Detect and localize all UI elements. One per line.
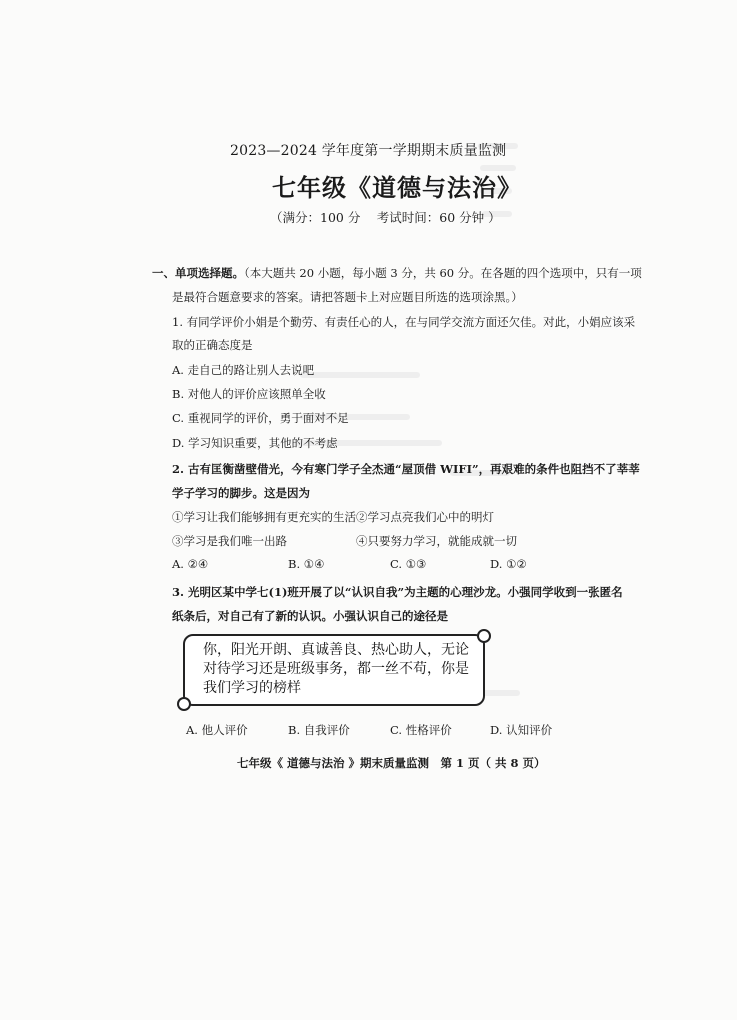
question-1-stem-cont: 取的正确态度是 <box>172 338 253 352</box>
question-3-option-b: B. 自我评价 <box>288 723 350 737</box>
question-2-statements-row-1 <box>172 509 552 525</box>
question-3-stem-cont: 纸条后，对自己有了新的认识。小强认识自己的途径是 <box>172 609 448 623</box>
question-3-option-a: A. 他人评价 <box>186 723 248 737</box>
question-2-statement-2: ②学习点亮我们心中的明灯 <box>356 510 494 524</box>
question-2-option-a: A. ②④ <box>172 557 209 571</box>
question-2-statement-4: ④只要努力学习，就能成就一切 <box>356 534 517 548</box>
question-1-option-d: D. 学习知识重要，其他的不考虑 <box>172 436 338 450</box>
bleed-through-mark <box>300 372 420 378</box>
question-2-option-b: B. ①④ <box>288 557 325 571</box>
question-2-statement-1: ①学习让我们能够拥有更充实的生活 <box>172 510 356 524</box>
question-2-options-row <box>172 557 552 573</box>
question-2-statement-3: ③学习是我们唯一出路 <box>172 534 287 548</box>
question-1-option-b: B. 对他人的评价应该照单全收 <box>172 387 326 401</box>
exam-title: 七年级《道德与法治》 <box>272 173 522 202</box>
section-instructions-2: 是最符合题意要求的答案。请把答题卡上对应题目所选的选项涂黑。） <box>172 290 523 304</box>
question-3-stem: 3. 光明区某中学七(1)班开展了以“认识自我”为主题的心理沙龙。小强同学收到一张匿名 <box>172 585 623 599</box>
scroll-curl-top-icon <box>477 629 491 643</box>
question-3-option-d: D. 认知评价 <box>490 723 553 737</box>
question-2-option-d: D. ①② <box>490 557 527 571</box>
question-2-stem: 2. 古有匡衡凿壁借光，今有寒门学子全杰通“屋顶借 WIFI”，再艰难的条件也阻挡不了莘莘 <box>172 462 640 476</box>
question-1-stem: 1. 有同学评价小娟是个勤劳、有责任心的人，在与同学交流方面还欠佳。对此，小娟应该采 <box>172 315 636 329</box>
question-2-stem-cont: 学子学习的脚步。这是因为 <box>172 486 310 500</box>
question-3-options-row <box>172 722 552 738</box>
anonymous-note-text: 你，阳光开朗、真诚善良、热心助人，无论对待学习还是班级事务，都一丝不苟，你是我们学习的榜样 <box>203 642 469 696</box>
question-3-option-c: C. 性格评价 <box>390 723 452 737</box>
page-footer: 七年级《 道德与法治 》期末质量监测 第 1 页（ 共 8 页） <box>237 756 546 770</box>
section-instructions: （本大题共 20 小题，每小题 3 分，共 60 分。在各题的四个选项中，只有一项 <box>244 266 642 280</box>
exam-subtitle: （满分：100 分 考试时间：60 分钟 ） <box>270 210 501 225</box>
question-1-option-c: C. 重视同学的评价，勇于面对不足 <box>172 411 349 425</box>
scroll-curl-bottom-icon <box>177 697 191 711</box>
anonymous-note-scroll <box>183 634 485 706</box>
question-2-option-c: C. ①③ <box>390 557 427 571</box>
question-1-option-a: A. 走自己的路让别人去说吧 <box>172 363 315 377</box>
section-heading-line <box>152 265 642 281</box>
section-heading: 一、单项选择题。 <box>152 266 244 280</box>
question-2-statements-row-2 <box>172 533 552 549</box>
exam-period: 2023—2024 学年度第一学期期末质量监测 <box>230 143 507 159</box>
